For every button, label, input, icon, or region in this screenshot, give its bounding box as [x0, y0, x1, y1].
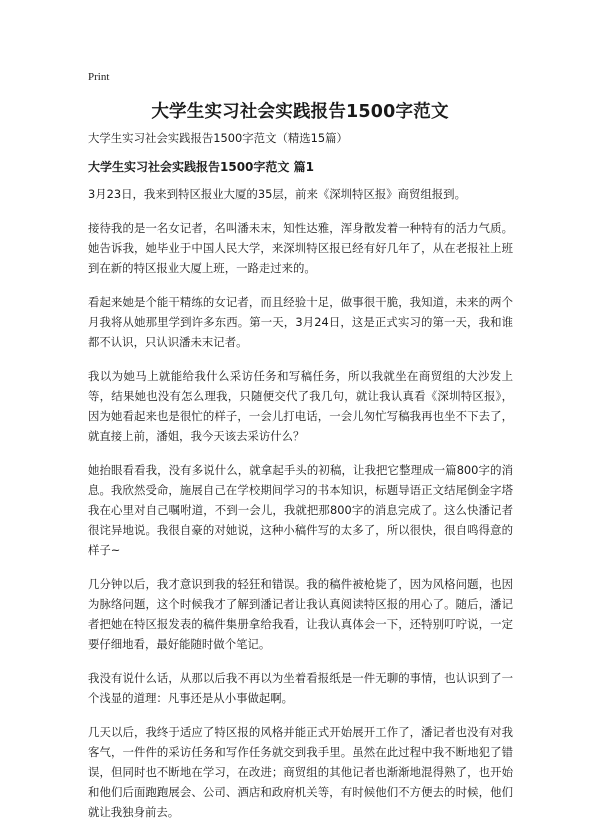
paragraph: 接待我的是一名女记者，名叫潘未末，知性达雅，浑身散发着一种特有的活力气质。她告诉我，她毕业于中国人民大学，来深圳特区报已经有好几年了，从在老报社上班到在新的特区报业大厦上班，一路走过来的。: [88, 221, 513, 275]
paragraph: 几分钟以后，我才意识到我的轻狂和错误。我的稿件被枪毙了，因为风格问题，也因为脉络问题，这个时候我才了解到潘记者让我认真阅读特区报的用心了。随后，潘记者把她在特区报发表的稿件集册拿给我看，让我认真体会一下，还特别叮咛说，一定要仔细地看，最好能随时做个笔记。: [88, 577, 513, 651]
paragraph: 她抬眼看看我，没有多说什么，就拿起手头的初稿，让我把它整理成一篇800字的消息。我欣然受命，施展自己在学校期间学习的书本知识，标题导语正文结尾倒金字塔我在心里对自己嘱咐道，不到一会儿，我就把那800字的消息完成了。这么快潘记者很诧异地说。我很自豪的对她说，这种小稿件写的太多了，所以很快，很自鸣得意的样子~: [88, 463, 513, 557]
paragraph: 几天以后，我终于适应了特区报的风格并能正式开始展开工作了，潘记者也没有对我客气，一件件的采访任务和写作任务就交到我手里。虽然在此过程中我不断地犯了错误，但同时也不断地在学习，在改进；商贸组的其他记者也渐渐地混得熟了，也开始和他们后面跑跑展会、公司、酒店和政府机关等，有时候他们不方便去的时候，他们就让我独身前去。: [88, 725, 513, 819]
section-heading: 大学生实习社会实践报告1500字范文 篇1: [88, 160, 314, 174]
paragraph: 3月23日，我来到特区报业大厦的35层，前来《深圳特区报》商贸组报到。: [88, 187, 466, 201]
paragraph: 我以为她马上就能给我什么采访任务和写稿任务，所以我就坐在商贸组的大沙发上等，结果她也没有怎么理我，只随便交代了我几句，就让我认真看《深圳特区报》，因为她看起来也是很忙的样子，一会儿打电话，一会儿匆忙写稿我再也坐不下去了，就直接上前，潘姐，我今天该去采访什么？: [88, 369, 513, 443]
paragraph: 我没有说什么话，从那以后我不再以为坐着看报纸是一件无聊的事情，也认识到了一个浅显的道理：凡事还是从小事做起啊。: [88, 671, 513, 705]
article-body: [88, 184, 513, 836]
document-title: 大学生实习社会实践报告1500字范文: [151, 102, 449, 122]
document-subtitle: 大学生实习社会实践报告1500字范文（精选15篇）: [88, 131, 348, 145]
paragraph: 看起来她是个能干精练的女记者，而且经验十足，做事很干脆，我知道，未来的两个月我将从她那里学到许多东西。第一天，3月24日，这是正式实习的第一天，我和谁都不认识，只认识潘未末记者。: [88, 295, 513, 349]
print-link[interactable]: Print: [88, 71, 110, 83]
